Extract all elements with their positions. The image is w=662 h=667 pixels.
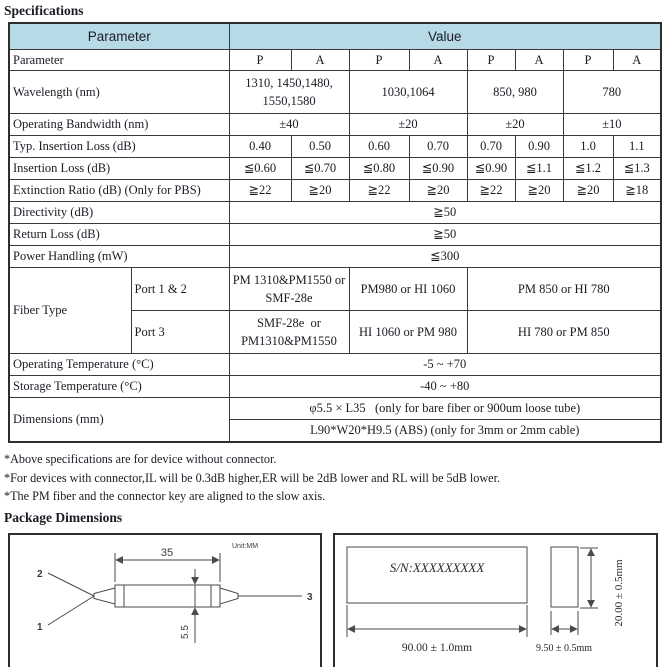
package-drawings — [8, 533, 662, 667]
row-label: Operating Bandwidth (nm) — [9, 114, 229, 136]
footnote-3: *The PM fiber and the connector key are aligned to the slow axis. — [4, 489, 326, 504]
row-sublabel: Port 1 & 2 — [131, 268, 229, 311]
cell: ≦1.1 — [515, 158, 563, 180]
table-header-row — [9, 23, 661, 50]
cell: A — [515, 50, 563, 71]
cell: HI 780 or PM 850 — [467, 311, 661, 354]
cell: ≧50 — [229, 202, 661, 224]
table-row-return-loss — [9, 224, 661, 246]
table-row-pa — [9, 50, 661, 71]
table-row-op-temp — [9, 354, 661, 376]
cell: ≧22 — [467, 180, 515, 202]
cell: ≦0.90 — [467, 158, 515, 180]
label-plate — [347, 547, 527, 603]
diameter-dim-label: 5.5 — [180, 624, 191, 639]
cell: 0.70 — [409, 136, 467, 158]
cell: ≦0.70 — [291, 158, 349, 180]
cell: 0.50 — [291, 136, 349, 158]
cell: 0.40 — [229, 136, 291, 158]
cell: P — [563, 50, 613, 71]
port-1-label: 1 — [37, 621, 43, 633]
value-header-cell: Value — [229, 23, 661, 50]
cell: ±20 — [349, 114, 467, 136]
table-row-wavelength — [9, 71, 661, 114]
package-outline-drawing — [333, 533, 658, 667]
table-row-bandwidth — [9, 114, 661, 136]
cell: P — [229, 50, 291, 71]
cell: ≧22 — [349, 180, 409, 202]
row-label: Parameter — [9, 50, 229, 71]
table-row-fiber-port12 — [9, 268, 661, 311]
row-label: Dimensions (mm) — [9, 398, 229, 443]
cell: 1.0 — [563, 136, 613, 158]
footnote-2: *For devices with connector,IL will be 0.3dB higher,ER will be 2dB lower and RL will be 5dB lower. — [4, 470, 501, 485]
row-label: Operating Temperature (°C) — [9, 354, 229, 376]
row-sublabel: Port 3 — [131, 311, 229, 354]
cell: HI 1060 or PM 980 — [349, 311, 467, 354]
cell: ≦0.80 — [349, 158, 409, 180]
table-row-dimensions-1 — [9, 398, 661, 420]
cell: 0.70 — [467, 136, 515, 158]
row-label: Fiber Type — [9, 268, 131, 354]
cell: L90*W20*H9.5 (ABS) (only for 3mm or 2mm cable) — [229, 420, 661, 443]
cell: 780 — [563, 71, 661, 114]
unit-label: Unit:MM — [232, 542, 259, 550]
length-dim-label: 35 — [160, 546, 174, 559]
cell: φ5.5 × L35 (only for bare fiber or 900um loose tube) — [229, 398, 661, 420]
table-row-er — [9, 180, 661, 202]
package-dimensions-title: Package Dimensions — [4, 509, 123, 525]
row-label: Insertion Loss (dB) — [9, 158, 229, 180]
length-dim-label: 90.00 ± 1.0mm — [401, 641, 473, 654]
parameter-header-cell: Parameter — [9, 23, 229, 50]
row-label: Storage Temperature (°C) — [9, 376, 229, 398]
right-taper — [220, 588, 238, 604]
package-outline-svg — [335, 535, 656, 667]
table-row-il — [9, 158, 661, 180]
specifications-title: Specifications — [4, 3, 84, 18]
cell: -5 ~ +70 — [229, 354, 661, 376]
port-3-label: 3 — [307, 591, 313, 603]
device-outline-svg — [10, 535, 320, 667]
cell: ≦0.60 — [229, 158, 291, 180]
cell: A — [613, 50, 661, 71]
row-label: Extinction Ratio (dB) (Only for PBS) — [9, 180, 229, 202]
cell: 1030,1064 — [349, 71, 467, 114]
cell: P — [467, 50, 515, 71]
cell: A — [291, 50, 349, 71]
cell: ≧20 — [515, 180, 563, 202]
cell: ≦0.90 — [409, 158, 467, 180]
cell: 850, 980 — [467, 71, 563, 114]
row-label: Wavelength (nm) — [9, 71, 229, 114]
width-dim-label: 9.50 ± 0.5mm — [535, 642, 593, 654]
device-outline-drawing — [8, 533, 322, 667]
row-label: Directivity (dB) — [9, 202, 229, 224]
footnotes — [4, 450, 662, 506]
cell: ±40 — [229, 114, 349, 136]
cell: A — [409, 50, 467, 71]
table-row-storage-temp — [9, 376, 661, 398]
cell: ≦1.2 — [563, 158, 613, 180]
cell: ≧20 — [291, 180, 349, 202]
table-row-directivity — [9, 202, 661, 224]
cell: 0.60 — [349, 136, 409, 158]
cell: P — [349, 50, 409, 71]
cell: 0.90 — [515, 136, 563, 158]
cell: ≧50 — [229, 224, 661, 246]
cell: ≧22 — [229, 180, 291, 202]
fiber-port-2 — [48, 573, 94, 596]
row-label: Return Loss (dB) — [9, 224, 229, 246]
cell: -40 ~ +80 — [229, 376, 661, 398]
left-taper — [94, 588, 115, 604]
cell: ≦300 — [229, 246, 661, 268]
height-dim-label: 20.00 ± 0.5mm — [613, 559, 625, 627]
serial-number-label: S/N:XXXXXXXXX — [389, 559, 485, 575]
cell: SMF-28e or PM1310&PM1550 — [229, 311, 349, 354]
cell: PM980 or HI 1060 — [349, 268, 467, 311]
cell: ±10 — [563, 114, 661, 136]
package-side-view — [551, 547, 578, 607]
cell: PM 850 or HI 780 — [467, 268, 661, 311]
cell: PM 1310&PM1550 or SMF-28e — [229, 268, 349, 311]
fiber-port-1 — [48, 596, 94, 625]
cell: ≧18 — [613, 180, 661, 202]
device-body — [115, 585, 220, 607]
cell: 1310, 1450,1480, 1550,1580 — [229, 71, 349, 114]
footnote-1: *Above specifications are for device without connector. — [4, 452, 277, 466]
cell: ≧20 — [409, 180, 467, 202]
cell: 1.1 — [613, 136, 661, 158]
cell: ±20 — [467, 114, 563, 136]
port-2-label: 2 — [37, 568, 43, 580]
cell: ≦1.3 — [613, 158, 661, 180]
row-label: Typ. Insertion Loss (dB) — [9, 136, 229, 158]
table-row-typ-il — [9, 136, 661, 158]
row-label: Power Handling (mW) — [9, 246, 229, 268]
specifications-table — [8, 22, 662, 443]
table-row-power — [9, 246, 661, 268]
cell: ≧20 — [563, 180, 613, 202]
